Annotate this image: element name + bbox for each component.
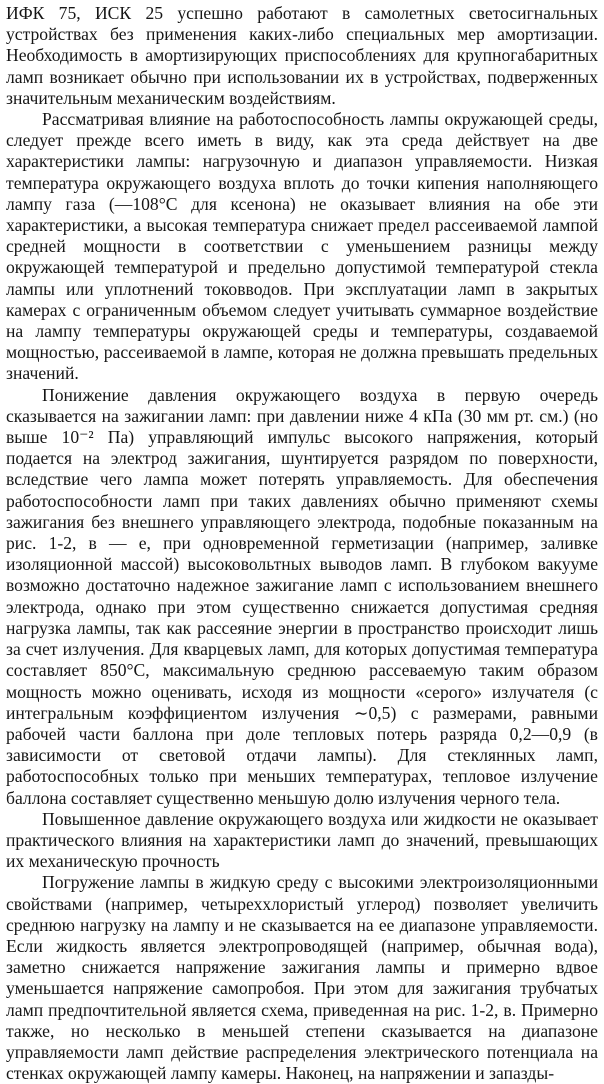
paragraph-3: Понижение давления окружающего воздуха в первую очередь сказывается на зажигании ламп: при давлении ниже 4 кПа (30 мм рт. см.) (но выше 10⁻² Па) управляющий импульс высокого напряжения, который подается на электрод зажигания, шунтируется разрядом по поверхности, вследствие чего лампа может потерять управляемость. Для обеспечения работоспособности ламп при таких давлениях обычно применяют схемы зажигания без внешнего управляющего электрода, подобные показанным на рис. 1-2, в — е, при одновременной герметизации (например, заливке изоляционной массой) высоковольтных выводов ламп. В глубоком вакууме возможно достаточно надежное зажигание ламп с использованием внешнего электрода, однако при этом существенно снижается допустимая средняя нагрузка лампы, так как рассеяние энергии в пространство происходит лишь за счет излучения. Для кварцевых ламп, для которых допустимая температура составляет 850°С, максимальную среднюю рассеваемую таким образом мощность можно оценивать, исходя из мощности «серого» излучателя (с интегральным коэффициентом излучения ∼0,5) с размерами, равными рабочей части баллона при доле тепловых потерь разряда 0,2—0,9 (в зависимости от световой отдачи лампы). Для стеклянных ламп, работоспособных только при меньших температурах, тепловое излучение баллона составляет существенно меньшую долю излучения черного тела. [6,384,598,808]
paragraph-4: Повышенное давление окружающего воздуха или жидкости не оказывает практического влияния на характеристики ламп до значений, превышающих их механическую прочность [6,808,598,872]
paragraph-1: ИФК 75, ИСК 25 успешно работают в самолетных светосигнальных устройствах без применения каких-либо специальных мер амортизации. Необходимость в амортизирующих приспособлениях для крупногабаритных ламп возникает обычно при использовании их в устройствах, подверженных значительным механическим воздействиям. [6,3,598,108]
paragraph-2: Рассматривая влияние на работоспособность лампы окружающей среды, следует прежде всего иметь в виду, как эта среда действует на две характеристики лампы: нагрузочную и диапазон управляемости. Низкая температура окружающего воздуха вплоть до точки кипения наполняющего лампу газа (—108°С для ксенона) не оказывает влияния на обе эти характеристики, а высокая температура снижает предел рассеиваемой лампой средней мощности в соответствии с уменьшением разницы между окружающей температурой и предельно допустимой температурой стекла лампы или уплотнений токовводов. При эксплуатации ламп в закрытых камерах с ограниченным объемом следует учитывать суммарное воздействие на лампу температуры окружающей среды и температуры, создаваемой мощностью, рассеиваемой в лампе, которая не должна превышать предельных значений. [6,109,598,384]
paragraph-5: Погружение лампы в жидкую среду с высокими электроизоляционными свойствами (например, четыреххлористый углерод) позволяет увеличить среднюю нагрузку на лампу и не сказывается на ее диапазоне управляемости. Если жидкость является электропроводящей (например, обычная вода), заметно снижается напряжение зажигания лампы и примерно вдвое уменьшается напряжение самопробоя. При этом для зажигания трубчатых ламп предпочтительной является схема, приведенная на рис. 1-2, в. Примерно также, но несколько в меньшей степени сказывается на диапазоне управляемости ламп действие распределения электрического потенциала на стенках окружающей лампу камеры. Наконец, на напряжении и запазды- [6,872,598,1084]
